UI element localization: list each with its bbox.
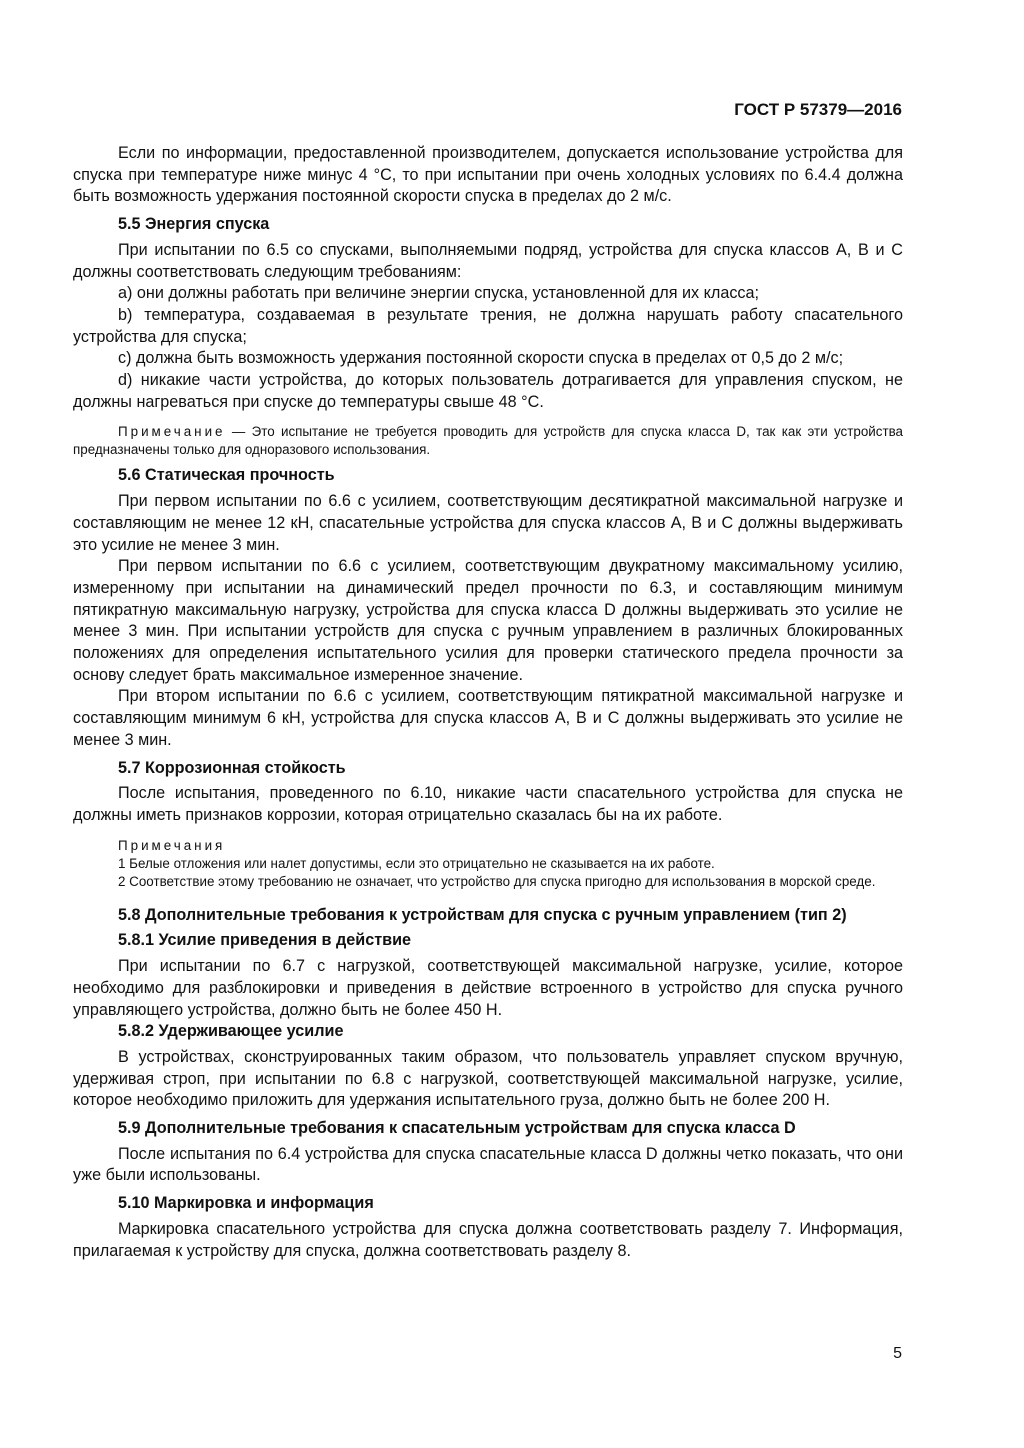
section-5-6-paragraph-1: При первом испытании по 6.6 с усилием, соответствующим десятикратной максимальной нагрузке и составляющим не менее 12 кН, спасательные устройства для спуска классов А, В и С должны выдерживать это усилие не менее 3 мин. (73, 492, 903, 554)
section-5-10-heading: 5.10 Маркировка и информация (118, 1194, 374, 1213)
list-item-d: d) никакие части устройства, до которых пользователь дотрагивается для управления спуском, не должны нагреваться при спуске до температуры свыше 48 °С. (73, 371, 903, 411)
list-item-b: b) температура, создаваемая в результате трения, не должна нарушать работу спасательного устройства для спуска; (73, 305, 903, 346)
section-5-6-paragraph-2: При первом испытании по 6.6 с усилием, соответствующим двукратному максимальному усилию, измеренному при испытании на динамический предел прочности по 6.3, и составляющим минимум пятикратную максимальную нагрузку, устройства для спуска класса D должны выдерживать это усилие не менее 3 мин. При испытании устройств для спуска с ручным управлением в различных блокированных положениях для определения испытательного усилия для проверки статического предела прочности за основу следует брать максимальное измеренное значение. (73, 557, 903, 684)
section-5-8-1-paragraph: При испытании по 6.7 с нагрузкой, соответствующей максимальной нагрузке, усилие, которое необходимо для разблокировки и приведения в действие встроенного в устройство для спуска ручного управляющего устройства, должно быть не более 450 Н. (73, 957, 903, 1019)
section-5-8-2-heading: 5.8.2 Удерживающее усилие (118, 1022, 344, 1041)
list-item-c: с) должна быть возможность удержания постоянной скорости спуска в пределах от 0,5 до 2 м/с; (118, 349, 844, 368)
section-5-5-heading: 5.5 Энергия спуска (118, 215, 270, 234)
section-5-6-heading: 5.6 Статическая прочность (118, 466, 335, 485)
section-5-8-heading: 5.8 Дополнительные требования к устройствам для спуска с ручным управлением (тип 2) (118, 905, 847, 924)
notes-label: Примечания (118, 837, 226, 853)
list-item-a: а) они должны работать при величине энергии спуска, установленной для их класса; (118, 284, 760, 303)
document-body (73, 143, 903, 1262)
document-id: ГОСТ Р 57379—2016 (734, 100, 902, 119)
section-5-8-1-heading: 5.8.1 Усилие приведения в действие (118, 931, 412, 950)
section-5-5-note (73, 423, 903, 459)
section-5-7-paragraph: После испытания, проведенного по 6.10, никакие части спасательного устройства для спуска не должны иметь признаков коррозии, которая отрицательно сказалась бы на их работе. (73, 784, 903, 824)
section-5-9-paragraph: После испытания по 6.4 устройства для спуска спасательные класса D должны четко показать, что они уже были использованы. (73, 1144, 903, 1185)
section-5-5-paragraph: При испытании по 6.5 со спусками, выполняемыми подряд, устройства для спуска классов А, В и С должны соответствовать следующим требованиям: (73, 240, 903, 281)
section-5-7-heading: 5.7 Коррозионная стойкость (118, 758, 346, 777)
section-5-8-2-paragraph: В устройствах, сконструированных таким образом, что пользователь управляет спуском вручную, удерживая строп, при испытании по 6.8 с нагрузкой, соответствующей максимальной нагрузке, усилие, которое необходимо приложить для удержания испытательного груза, должно быть не более 200 Н. (73, 1047, 903, 1110)
section-5-6-paragraph-3: При втором испытании по 6.6 с усилием, соответствующим пятикратной максимальной нагрузке и составляющим минимум 6 кН, устройства для спуска классов А, В и С должны выдерживать это усилие не менее 3 мин. (73, 687, 903, 749)
note-label: Примечание (118, 424, 226, 440)
note-2: 2 Соответствие этому требованию не означает, что устройство для спуска пригодно для использования в морской среде. (118, 873, 876, 889)
section-5-9-heading: 5.9 Дополнительные требования к спасательным устройствам для спуска класса D (118, 1119, 796, 1138)
page-number: 5 (893, 1345, 902, 1362)
note-1: 1 Белые отложения или налет допустимы, если это отрицательно не сказывается на их работе. (118, 855, 715, 871)
intro-paragraph: Если по информации, предоставленной производителем, допускается использование устройства для спуска при температуре ниже минус 4 °С, то при испытании при очень холодных условиях по 6.4.4 должна быть возможность удержания постоянной скорости спуска в пределах до 2 м/с. (73, 144, 903, 206)
section-5-10-paragraph: Маркировка спасательного устройства для спуска должна соответствовать разделу 7. Информация, прилагаемая к устройству для спуска, должна соответствовать разделу 8. (73, 1219, 903, 1260)
note-text: — Это испытание не требуется проводить для устройств для спуска класса D, так как эти устройства предназначены только для одноразового использования. (73, 424, 903, 458)
